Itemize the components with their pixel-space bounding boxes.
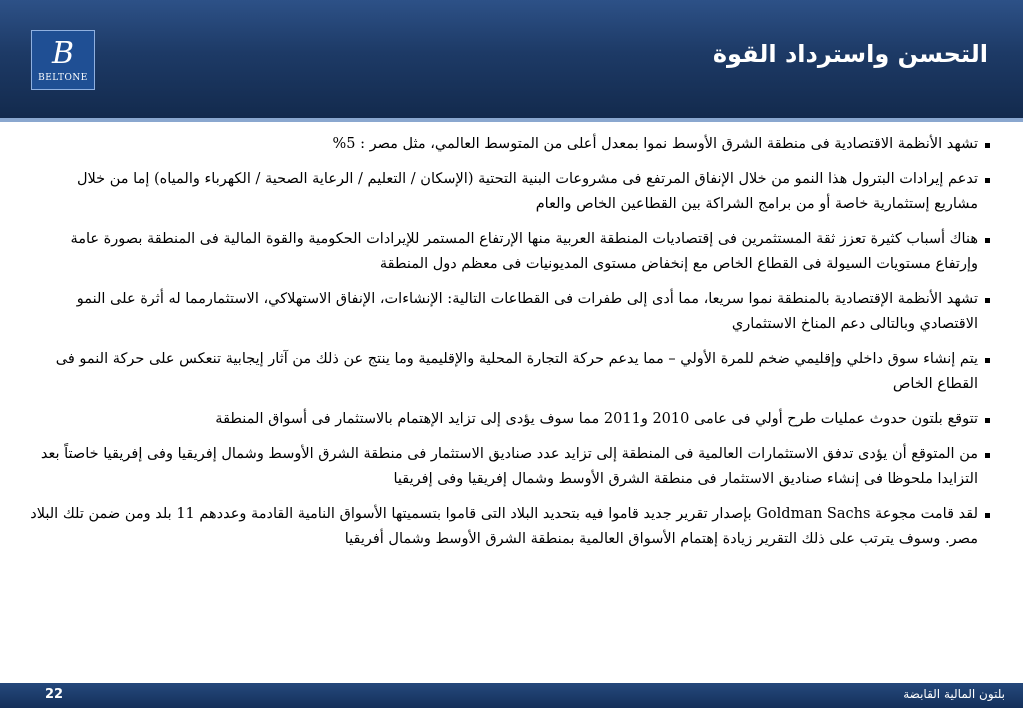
page-number: 22 bbox=[45, 687, 64, 702]
bullet-item bbox=[30, 407, 990, 432]
bullet-item bbox=[30, 442, 990, 492]
bullet-text: تشهد الأنظمة الإقتصادية بالمنطقة نموا سريعا، مما أدى إلى طفرات فى القطاعات التالية: الإنشاءات، الإنفاق الاستهلاكي، الاستثمارمما له أثرة على النمو الاقتصادي وبالتالى دعم المناخ الاستثماري bbox=[76, 291, 978, 332]
bullet-square-icon bbox=[985, 298, 990, 303]
slide-title: التحسن واسترداد القوة bbox=[712, 40, 988, 68]
bullet-text: لقد قامت مجوعة Goldman Sachs بإصدار تقرير جديد قاموا فيه بتحديد البلاد التى قاموا بتسميتها الأسواق النامية القادمة وعددهم 11 بلد ومن ضمن تلك البلاد مصر. وسوف يترتب على ذلك التقرير زيادة إهتمام الأسواق العالمية بمنطقة الشرق الأوسط وشمال أفريقيا bbox=[30, 506, 978, 547]
bullet-text: هناك أسباب كثيرة تعزز ثقة المستثمرين فى إقتصاديات المنطقة العربية منها الإرتفاع المستمر للإيرادات الحكومية والقوة المالية فى المنطقة بصورة عامة وإرتفاع مستويات السيولة فى القطاع الخاص مع إنخفاض مستوى المديونيات فى معظم دول المنطقة bbox=[70, 231, 978, 272]
company-name: بلتون المالية القابضة bbox=[903, 687, 1005, 701]
slide-footer bbox=[0, 683, 1023, 708]
bullet-text: يتم إنشاء سوق داخلي وإقليمي ضخم للمرة الأولي – مما يدعم حركة التجارة المحلية والإقليمية وما ينتج عن ذلك من آثار إيجابية تنعكس على حركة النمو فى القطاع الخاص bbox=[55, 351, 978, 392]
bullet-item bbox=[30, 502, 990, 552]
bullet-item bbox=[30, 132, 990, 157]
bullet-square-icon bbox=[985, 238, 990, 243]
bullet-text: تتوقع بلتون حدوث عمليات طرح أولي فى عامى 2010 و2011 مما سوف يؤدى إلى تزايد الإهتمام بالاستثمار فى أسواق المنطقة bbox=[215, 411, 978, 427]
bullet-square-icon bbox=[985, 453, 990, 458]
bullet-item bbox=[30, 227, 990, 277]
bullet-item bbox=[30, 347, 990, 397]
bullet-square-icon bbox=[985, 178, 990, 183]
bullet-square-icon bbox=[985, 358, 990, 363]
bullet-square-icon bbox=[985, 513, 990, 518]
beltone-logo bbox=[31, 30, 95, 90]
bullet-list bbox=[30, 132, 990, 562]
bullet-item bbox=[30, 287, 990, 337]
bullet-text: تدعم إيرادات البترول هذا النمو من خلال الإنفاق المرتفع فى مشروعات البنية التحتية (الإسكان / التعليم / الرعاية الصحية / الكهرباء والمياه) إما من خلال مشاريع إستثمارية خاصة أو من برامج الشراكة بين القطاعين الخاص والعام bbox=[76, 171, 978, 212]
bullet-square-icon bbox=[985, 143, 990, 148]
slide-header bbox=[0, 0, 1023, 118]
bullet-text: من المتوقع أن يؤدى تدفق الاستثمارات العالمية فى المنطقة إلى تزايد عدد صناديق الاستثمار فى منطقة الشرق الأوسط وشمال إفريقيا وفى إفريقيا خاصتاً بعد التزايدا ملحوظا فى إنشاء صناديق الاستثمار فى منطقة الشرق الأوسط وشمال إفريقيا وفى إفريقيا bbox=[40, 446, 978, 487]
bullet-text: تشهد الأنظمة الاقتصادية فى منطقة الشرق الأوسط نموا بمعدل أعلى من المتوسط العالمي، مثل مصر : 5% bbox=[332, 136, 978, 152]
logo-text: BELTONE bbox=[38, 73, 88, 83]
bullet-item bbox=[30, 167, 990, 217]
bullet-square-icon bbox=[985, 418, 990, 423]
logo-letter: B bbox=[51, 36, 75, 71]
header-divider bbox=[0, 118, 1023, 122]
